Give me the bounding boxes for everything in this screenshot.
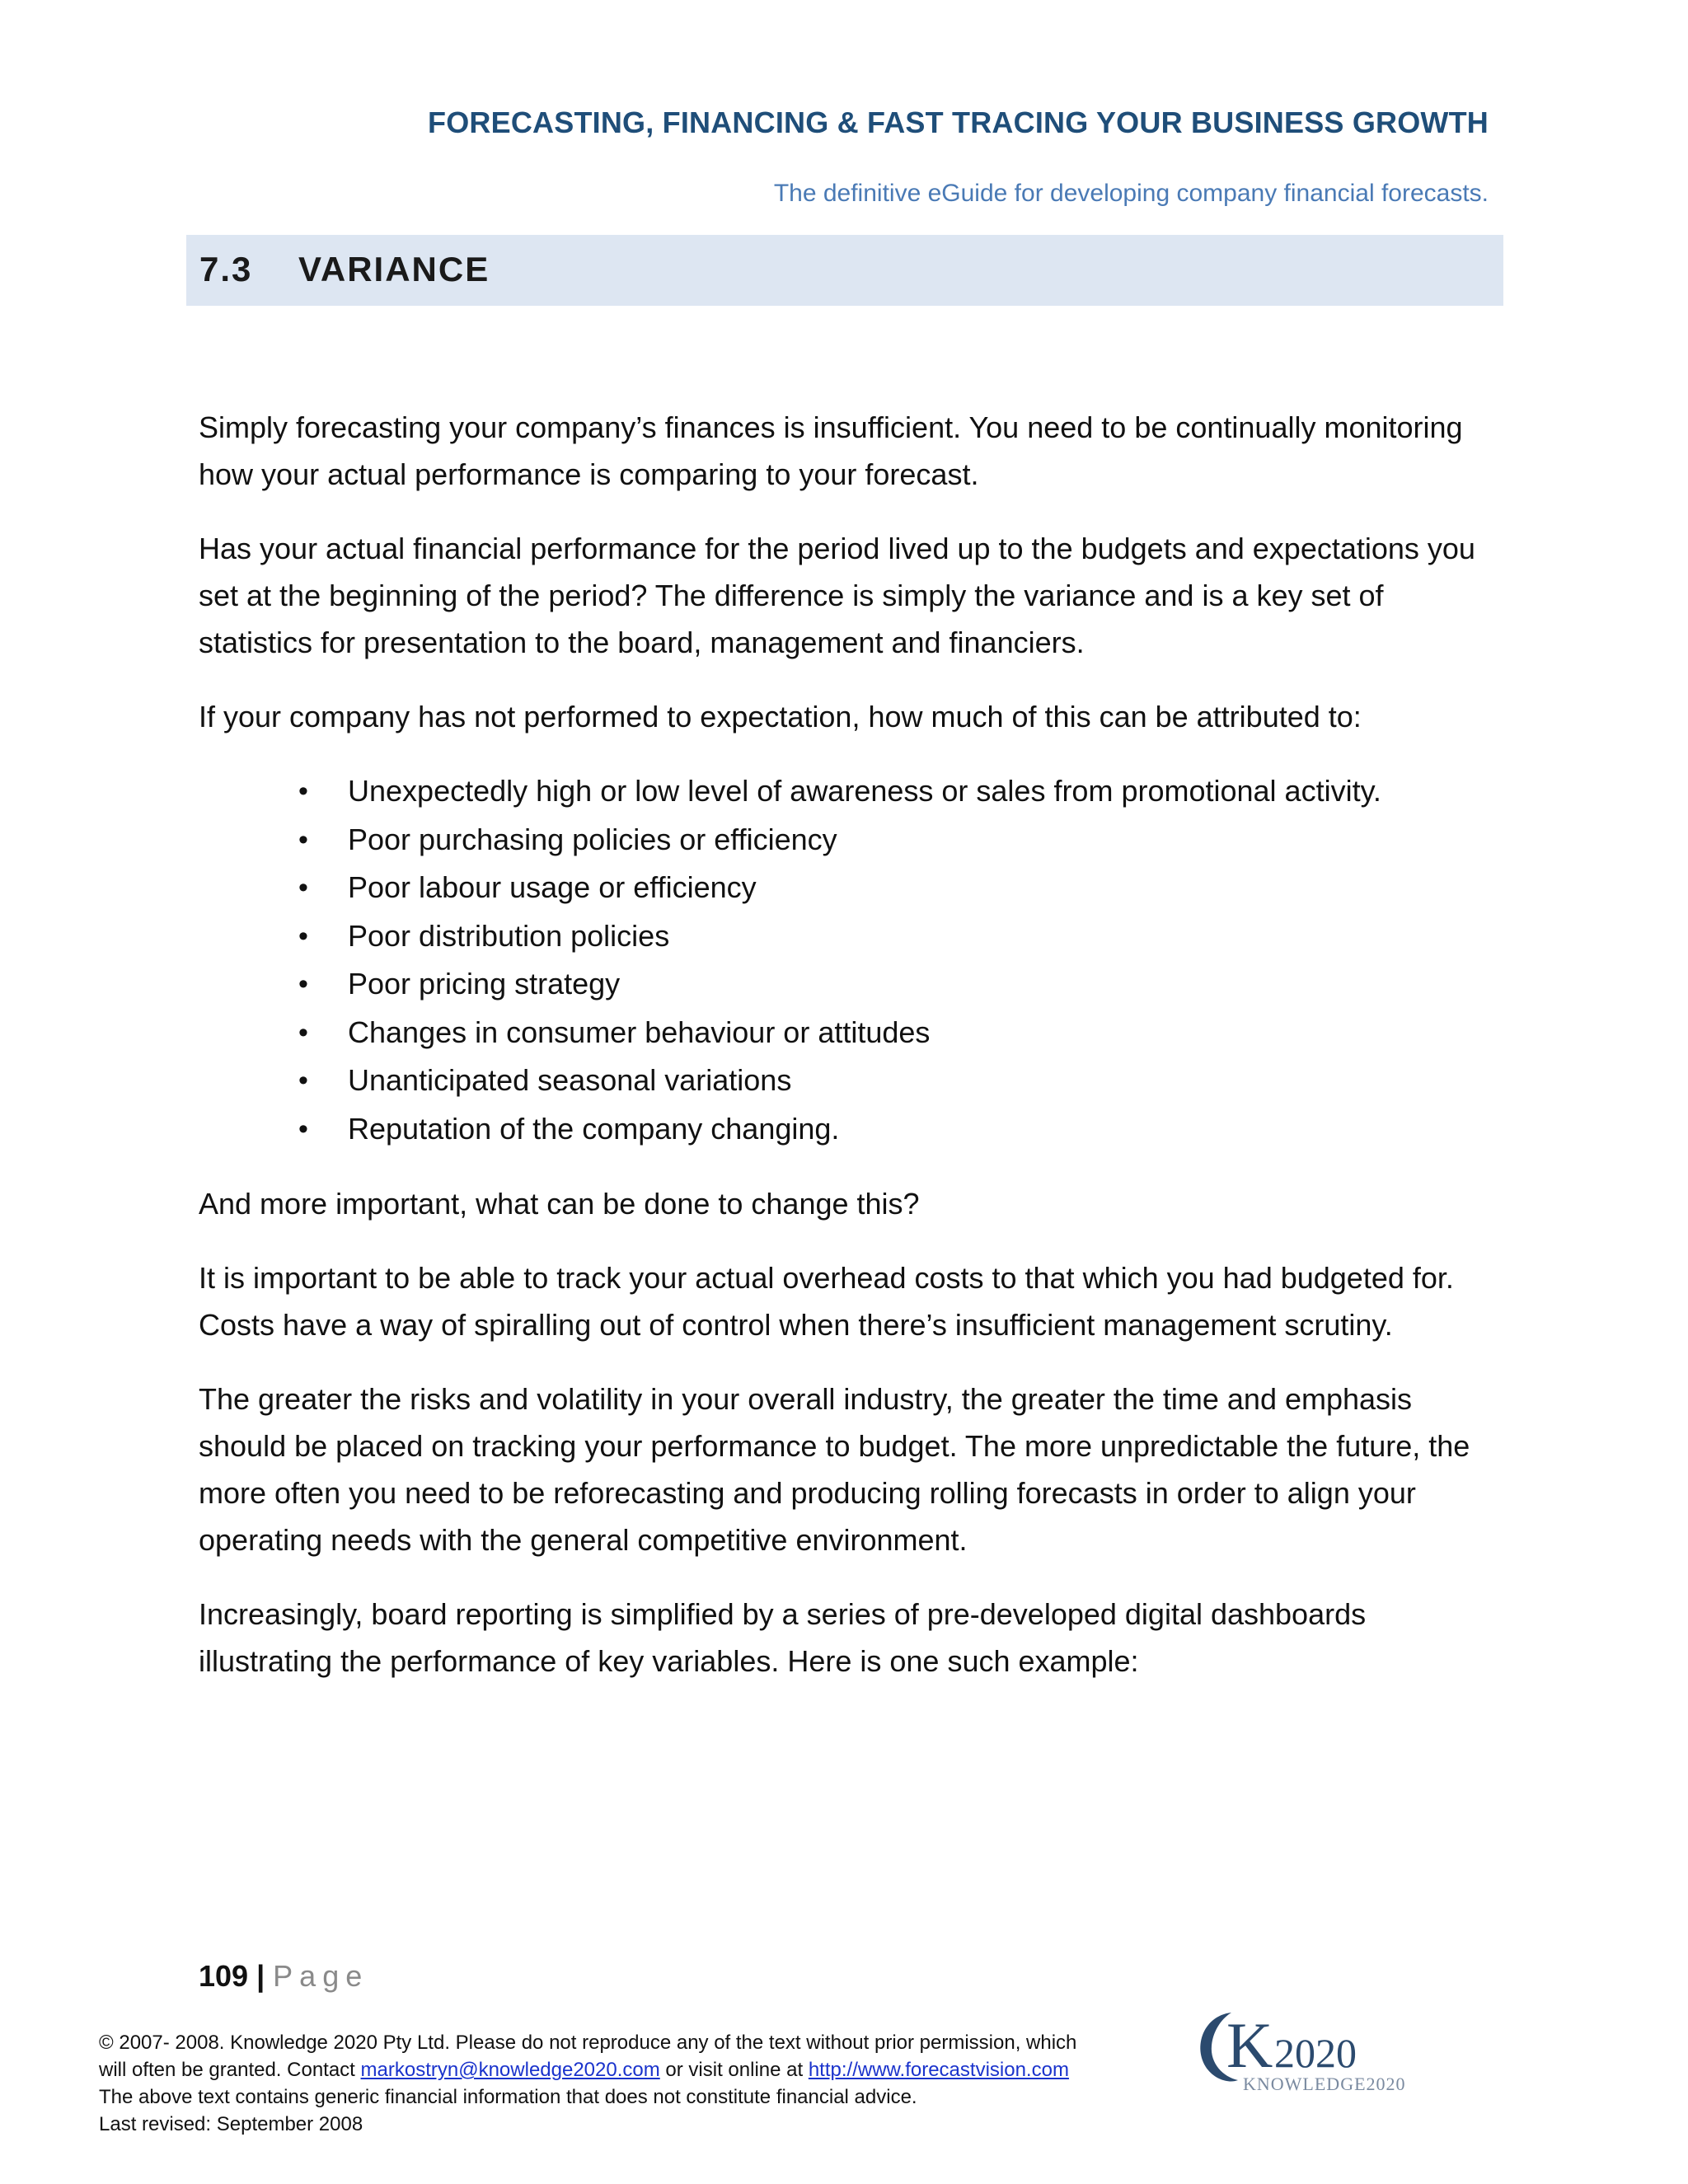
logo-sub-text: KNOWLEDGE2020 bbox=[1243, 2074, 1406, 2094]
copyright-line: © 2007- 2008. Knowledge 2020 Pty Ltd. Please do not reproduce any of the text without prior permission, which bbox=[99, 2032, 1077, 2054]
list-item bbox=[199, 816, 1501, 865]
list-item bbox=[199, 1057, 1501, 1105]
bullet-icon: • bbox=[298, 968, 308, 1000]
list-item-text: Poor purchasing policies or efficiency bbox=[348, 822, 837, 856]
body-text bbox=[199, 404, 1501, 1712]
list-item bbox=[199, 1009, 1501, 1057]
list-item-text: Reputation of the company changing. bbox=[348, 1111, 840, 1146]
paragraph: Has your actual financial performance for the period lived up to the budgets and expectations you set at the beginning of the period? The difference is simply the variance and is a key set of statistics for presentation to the board, management and financiers. bbox=[199, 532, 1475, 659]
paragraph: It is important to be able to track your actual overhead costs to that which you had budgeted for. Costs have a way of spiralling out of control when there’s insufficient management scrutiny. bbox=[199, 1261, 1454, 1342]
page-number-separator: | bbox=[256, 1959, 265, 1993]
paragraph: Increasingly, board reporting is simplified by a series of pre-developed digital dashboards illustrating the performance of key variables. Here is one such example: bbox=[199, 1597, 1367, 1678]
footer-copyright bbox=[99, 2029, 1170, 2138]
section-title: VARIANCE bbox=[298, 250, 490, 288]
bullet-icon: • bbox=[298, 1016, 308, 1048]
bullet-icon: • bbox=[298, 920, 308, 952]
logo-letter: K bbox=[1226, 2009, 1273, 2081]
paragraph: If your company has not performed to expectation, how much of this can be attributed to: bbox=[199, 700, 1362, 733]
section-heading bbox=[186, 235, 1503, 306]
list-item bbox=[199, 960, 1501, 1009]
list-item bbox=[199, 864, 1501, 912]
paragraph: Simply forecasting your company’s finances is insufficient. You need to be continually monitoring how your actual performance is comparing to your forecast. bbox=[199, 410, 1463, 491]
contact-prefix: will often be granted. Contact bbox=[99, 2059, 361, 2081]
list-item bbox=[199, 912, 1501, 961]
paragraph: The greater the risks and volatility in your overall industry, the greater the time and emphasis should be placed on tracking your performance to budget. The more unpredictable the future, the more often you need to be reforecasting and producing rolling forecasts in order to align your operating needs with the general competitive environment. bbox=[199, 1382, 1470, 1557]
page-number bbox=[199, 1959, 368, 1994]
section-number: 7.3 bbox=[199, 250, 253, 288]
list-item-text: Poor distribution policies bbox=[348, 918, 670, 953]
bullet-icon: • bbox=[298, 823, 308, 855]
list-item bbox=[199, 767, 1501, 816]
logo-graphic bbox=[1184, 2001, 1431, 2100]
bullet-icon: • bbox=[298, 776, 308, 807]
list-item-text: Poor pricing strategy bbox=[348, 967, 621, 1001]
contact-line bbox=[99, 2056, 1170, 2083]
email-link[interactable]: markostryn@knowledge2020.com bbox=[360, 2059, 660, 2081]
document-title: FORECASTING, FINANCING & FAST TRACING YOUR BUSINESS GROWTH bbox=[428, 105, 1489, 139]
list-item-text: Changes in consumer behaviour or attitudes bbox=[348, 1015, 931, 1049]
disclaimer-line: The above text contains generic financial information that does not constitute financial advice. bbox=[99, 2086, 917, 2108]
bullet-list bbox=[199, 767, 1501, 1153]
list-item-text: Unexpectedly high or low level of awareness or sales from promotional activity. bbox=[348, 774, 1381, 808]
page-number-value: 109 bbox=[199, 1959, 249, 1993]
paragraph: And more important, what can be done to change this? bbox=[199, 1187, 920, 1221]
revised-line: Last revised: September 2008 bbox=[99, 2113, 363, 2135]
list-item-text: Unanticipated seasonal variations bbox=[348, 1063, 792, 1097]
page-label: Page bbox=[273, 1959, 369, 1993]
contact-middle: or visit online at bbox=[659, 2059, 809, 2081]
knowledge2020-logo bbox=[1184, 2001, 1431, 2100]
list-item bbox=[199, 1105, 1501, 1154]
document-subtitle: The definitive eGuide for developing company financial forecasts. bbox=[773, 180, 1489, 207]
list-item-text: Poor labour usage or efficiency bbox=[348, 870, 757, 904]
logo-main-text: 2020 bbox=[1274, 2030, 1357, 2076]
bullet-icon: • bbox=[298, 1065, 308, 1096]
bullet-icon: • bbox=[298, 1113, 308, 1145]
website-link[interactable]: http://www.forecastvision.com bbox=[808, 2059, 1069, 2081]
bullet-icon: • bbox=[298, 872, 308, 903]
